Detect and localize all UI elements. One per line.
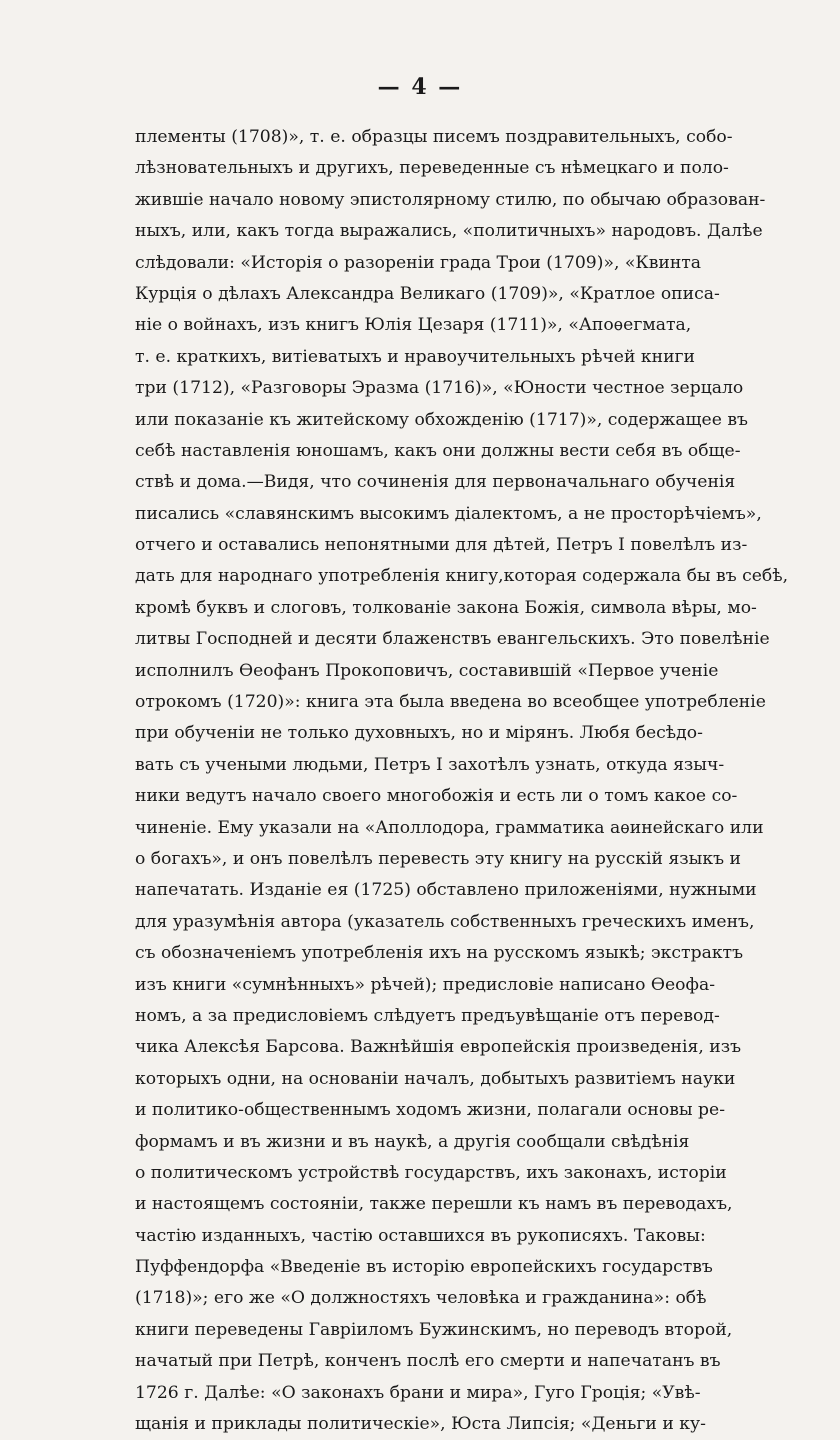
text-line: отрокомъ (1720)»: книга эта была введена во всеобщее употребленіе xyxy=(135,692,766,713)
text-line: съ обозначеніемъ употребленія ихъ на русскомъ языкѣ; экстрактъ xyxy=(135,943,743,964)
text-line: ствѣ и дома.—Видя, что сочиненія для первоначальнаго обученія xyxy=(135,472,736,493)
text-line: чиненіе. Ему указали на «Аполлодора, грамматика аѳинейскаго или xyxy=(135,817,764,838)
text-line: и политико-общественнымъ ходомъ жизни, полагали основы ре- xyxy=(135,1100,725,1121)
text-line: дать для народнаго употребленія книгу,которая содержала бы въ себѣ, xyxy=(135,566,789,587)
text-line: т. е. краткихъ, витіеватыхъ и нравоучительныхъ рѣчей книги xyxy=(135,346,695,367)
text-line: или показаніе къ житейскому обхожденію (1717)», содержащее въ xyxy=(135,409,748,430)
text-line: Курція о дѣлахъ Александра Великаго (1709)», «Кратлое описа- xyxy=(135,283,720,304)
text-line: кромѣ буквъ и слоговъ, толкованіе закона Божія, символа вѣры, мо- xyxy=(135,597,757,618)
text-line: слѣдовали: «Исторія о разореніи града Трои (1709)», «Квинта xyxy=(135,252,702,273)
text-line: три (1712), «Разговоры Эразма (1716)», «Юности честное зерцало xyxy=(135,378,744,399)
body-text xyxy=(135,122,789,1440)
text-line: напечатать. Изданіе ея (1725) обставлено приложеніями, нужными xyxy=(135,880,757,901)
text-line: которыхъ одни, на основаніи началъ, добытыхъ развитіемъ науки xyxy=(135,1068,736,1089)
text-line: исполнилъ Ѳеофанъ Прокоповичъ, составившій «Первое ученіе xyxy=(135,660,719,681)
text-line: книги переведены Гавріиломъ Бужинскимъ, но переводъ второй, xyxy=(135,1319,733,1340)
text-line: о политическомъ устройствѣ государствъ, ихъ законахъ, исторіи xyxy=(135,1162,727,1183)
text-line: себѣ наставленія юношамъ, какъ они должны вести себя въ обще- xyxy=(135,440,741,461)
text-line: изъ книги «сумнѣнныхъ» рѣчей); предисловіе написано Ѳеофа- xyxy=(135,974,716,995)
text-line: формамъ и въ жизни и въ наукѣ, а другія сообщали свѣдѣнія xyxy=(135,1131,690,1152)
text-line: (1718)»; его же «О должностяхъ человѣка и гражданина»: обѣ xyxy=(135,1288,707,1309)
text-line: лѣзновательныхъ и другихъ, переведенные съ нѣмецкаго и поло- xyxy=(135,158,729,179)
text-line: 1726 г. Далѣе: «О законахъ брани и мира», Гуго Гроція; «Увѣ- xyxy=(135,1382,701,1403)
text-line: отчего и оставались непонятными для дѣтей, Петръ I повелѣлъ из- xyxy=(135,535,748,556)
text-line: щанія и приклады политическіе», Юста Липсія; «Деньги и ку- xyxy=(135,1414,706,1435)
text-line: и настоящемъ состояніи, также перешли къ намъ въ переводахъ, xyxy=(135,1194,733,1215)
text-line: для уразумѣнія автора (указатель собственныхъ греческихъ именъ, xyxy=(135,911,755,932)
text-line: чика Алексѣя Барсова. Важнѣйшія европейскія произведенія, изъ xyxy=(135,1037,742,1058)
text-line: ніе о войнахъ, изъ книгъ Юлія Цезаря (1711)», «Апоѳегмата, xyxy=(135,315,692,336)
page-number: — 4 — xyxy=(377,74,463,100)
text-line: о богахъ», и онъ повелѣлъ перевесть эту книгу на русскій языкъ и xyxy=(135,848,741,869)
text-line: писались «славянскимъ высокимъ діалектомъ, а не просторѣчіемъ», xyxy=(135,503,762,524)
text-line: номъ, а за предисловіемъ слѣдуетъ предъувѣщаніе отъ перевод- xyxy=(135,1005,720,1026)
text-line: частію изданныхъ, частію оставшихся въ рукописяхъ. Таковы: xyxy=(135,1225,706,1246)
text-line: ники ведутъ начало своего многобожія и есть ли о томъ какое со- xyxy=(135,786,738,807)
text-line: ныхъ, или, какъ тогда выражались, «политичныхъ» народовъ. Далѣе xyxy=(135,221,763,242)
text-line: Пуффендорфа «Введеніе въ исторію европейскихъ государствъ xyxy=(135,1257,713,1278)
text-line: при обученіи не только духовныхъ, но и мірянъ. Любя бесѣдо- xyxy=(135,723,703,744)
text-line: жившіе начало новому эпистолярному стилю, по обычаю образован- xyxy=(135,189,766,210)
text-line: начатый при Петрѣ, конченъ послѣ его смерти и напечатанъ въ xyxy=(135,1351,721,1372)
text-line: вать съ учеными людьми, Петръ I захотѣлъ узнать, откуда языч- xyxy=(135,754,725,775)
text-line: плементы (1708)», т. е. образцы писемъ поздравительныхъ, собо- xyxy=(135,127,733,147)
text-line: литвы Господней и десяти блаженствъ евангельскихъ. Это повелѣніе xyxy=(135,629,770,650)
